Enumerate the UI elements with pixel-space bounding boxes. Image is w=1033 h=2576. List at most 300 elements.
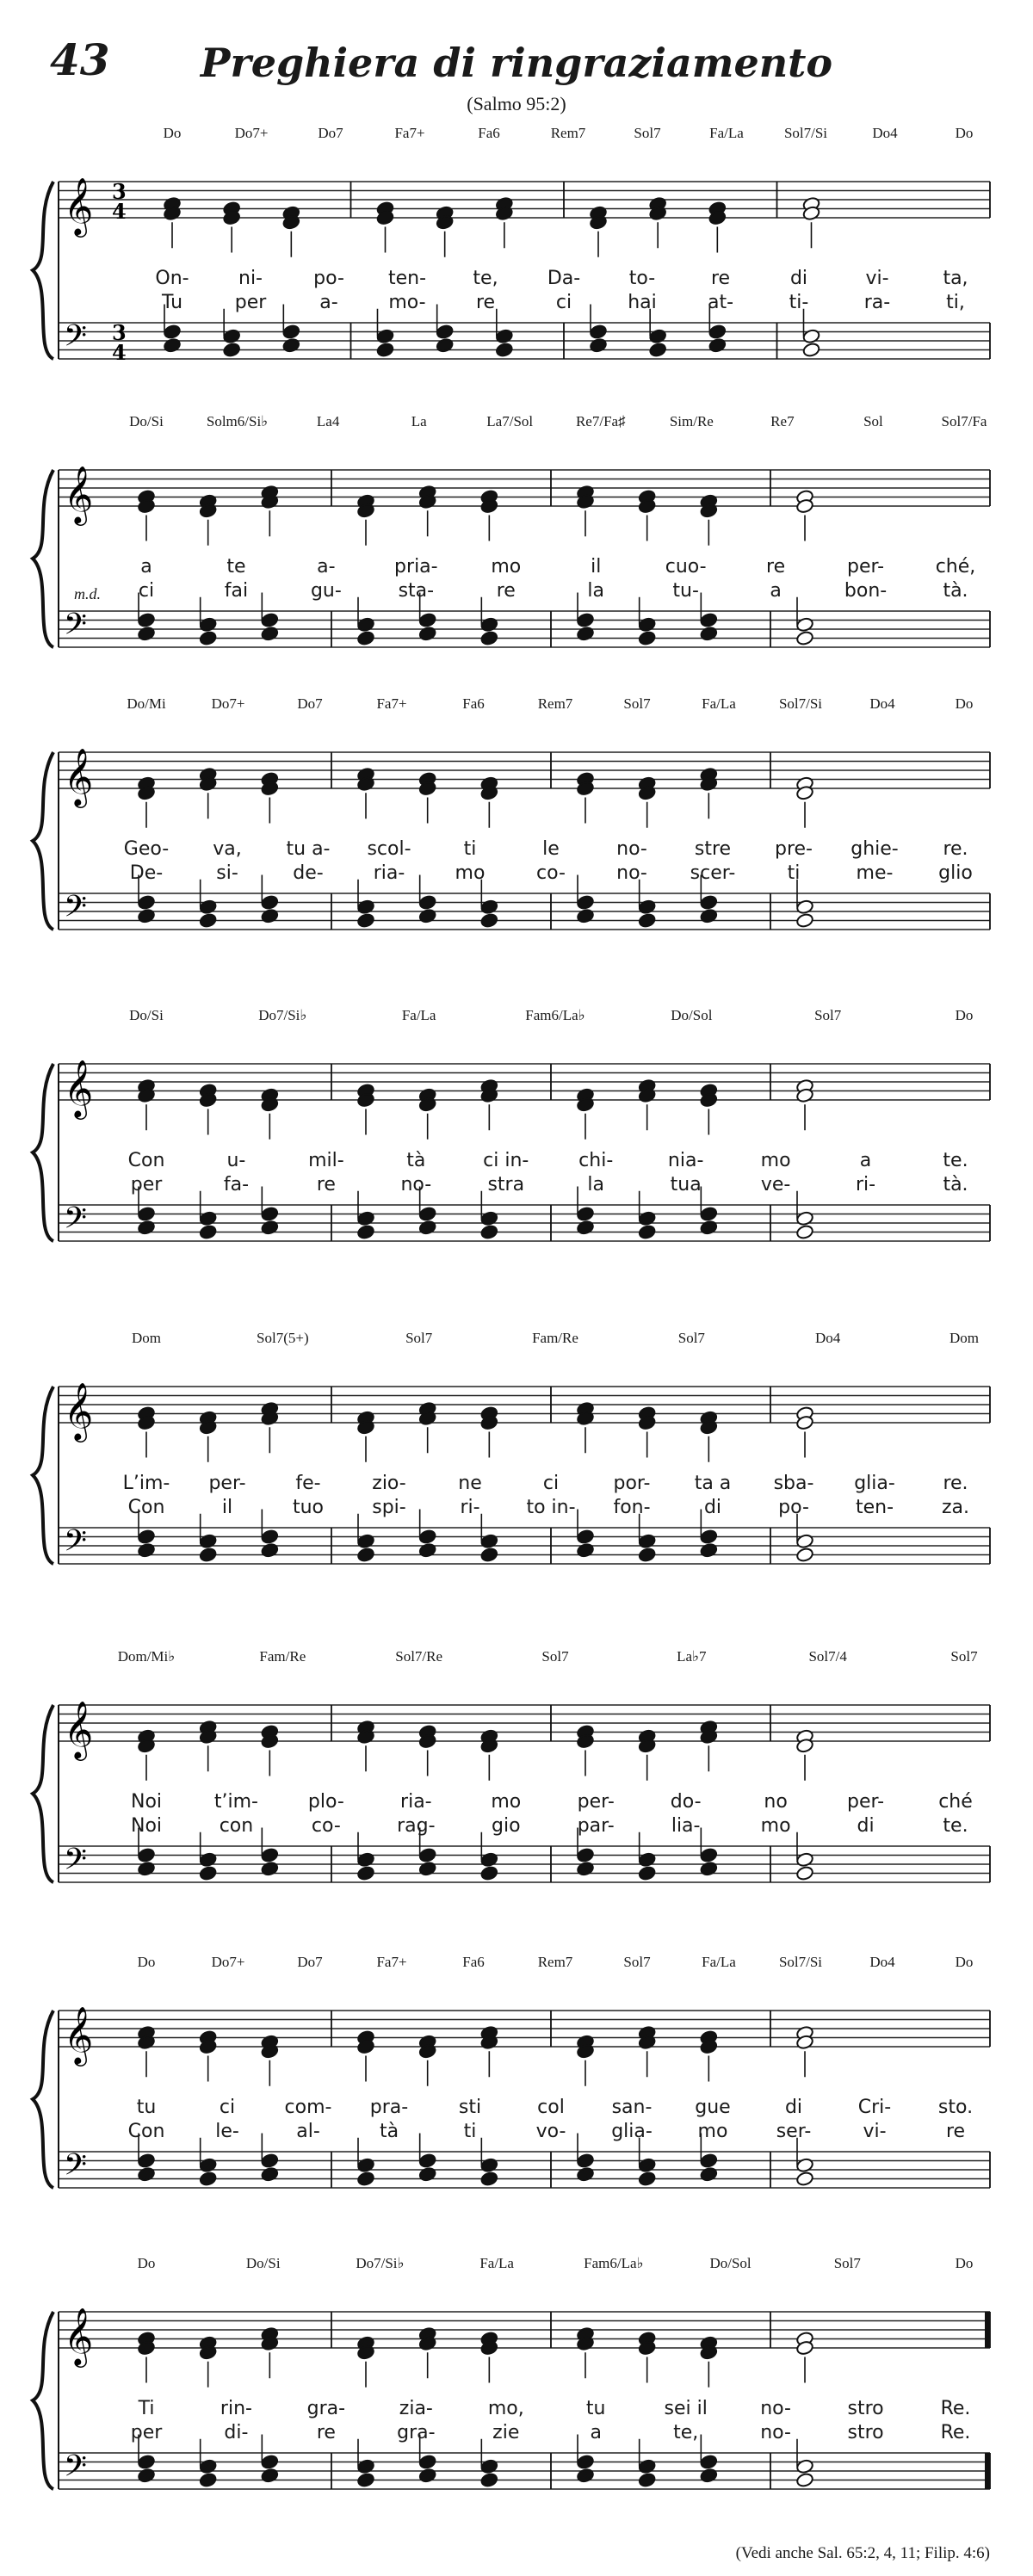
lyric-syllable: Re.	[940, 2422, 971, 2443]
bass-note	[700, 2468, 718, 2483]
chord-symbols	[0, 1330, 1033, 1352]
lyric-syllable: scer-	[690, 862, 736, 884]
music-system	[0, 413, 1033, 697]
chord-symbol: Sol	[863, 413, 883, 429]
bass-note	[795, 1534, 813, 1549]
bass-note	[222, 342, 240, 357]
chord-symbol: Do7/Si♭	[258, 1007, 307, 1023]
lyric-syllable: ci in-	[483, 1150, 529, 1171]
lyric-syllable: rag-	[397, 1815, 436, 1837]
chord-symbol: Fa7+	[394, 125, 425, 141]
lyric-syllable: Geo-	[123, 838, 170, 860]
chord-symbol: Do/Si	[245, 2255, 281, 2271]
lyrics-verse-2	[0, 1174, 1033, 1196]
lyric-syllable: fe-	[295, 1473, 321, 1494]
lyric-syllable: ci	[138, 580, 155, 602]
bass-note	[700, 1220, 718, 1235]
chord-symbol: Sol7	[950, 1648, 978, 1665]
chord-symbols	[0, 695, 1033, 718]
bass-clef-icon: 𝄢	[64, 1841, 88, 1884]
bass-note	[576, 1847, 594, 1863]
bass-note	[795, 899, 813, 915]
bass-note	[356, 1852, 374, 1868]
bass-note	[802, 329, 820, 344]
lyrics-verse-1	[0, 268, 1033, 290]
bass-note	[418, 894, 436, 910]
lyrics-verse-2	[0, 2422, 1033, 2444]
bass-note	[199, 2459, 217, 2474]
bass-note	[700, 1529, 718, 1544]
bass-clef-icon: 𝄢	[64, 318, 88, 361]
final-barline	[985, 2453, 990, 2489]
bass-note	[418, 2454, 436, 2469]
bass-note	[708, 324, 727, 339]
lyric-syllable: gio	[491, 1815, 521, 1837]
time-signature-top: 3	[112, 179, 127, 204]
lyric-syllable: zia-	[399, 2398, 433, 2419]
bass-note	[261, 1206, 279, 1221]
bass-note	[199, 630, 217, 646]
bass-note	[802, 342, 820, 357]
lyric-syllable: ghie-	[851, 838, 899, 860]
lyric-syllable: nia-	[667, 1150, 704, 1171]
time-signature-top: 3	[112, 320, 127, 345]
bass-note	[576, 2166, 594, 2182]
lyric-syllable: re	[710, 268, 731, 289]
lyric-syllable: di	[784, 2097, 803, 2118]
time-signature-bottom: 4	[112, 340, 127, 365]
lyric-syllable: Re.	[940, 2398, 971, 2419]
bass-note	[480, 2459, 498, 2474]
bass-note	[199, 1865, 217, 1881]
lyric-syllable: te.	[943, 1150, 968, 1171]
lyric-syllable: la	[587, 1174, 605, 1195]
bass-note	[700, 908, 718, 924]
bass-note	[576, 908, 594, 924]
chord-symbol: Sim/Re	[669, 413, 714, 429]
lyric-syllable: a-	[319, 292, 338, 313]
bass-note	[576, 2153, 594, 2168]
lyric-syllable: a	[859, 1150, 872, 1171]
chord-symbol: Do4	[815, 1330, 841, 1346]
lyrics-verse-1	[0, 1791, 1033, 1813]
bass-note	[137, 1529, 155, 1544]
bass-note	[638, 1547, 656, 1562]
lyric-syllable: no-	[400, 1174, 432, 1195]
chord-symbol: Do	[955, 1007, 974, 1023]
lyric-syllable: plo-	[307, 1791, 344, 1813]
lyric-syllable: no	[764, 1791, 788, 1813]
lyric-syllable: tà	[406, 1150, 426, 1171]
chord-symbol: Re7/Fa♯	[575, 413, 626, 429]
bass-note	[576, 2454, 594, 2469]
bass-note	[261, 894, 279, 910]
bass-note	[137, 2153, 155, 2168]
chord-symbol: Do4	[869, 695, 895, 712]
bass-note	[638, 1211, 656, 1226]
bass-clef-icon: 𝄢	[64, 1200, 88, 1243]
bass-note	[795, 2158, 813, 2173]
lyric-syllable: mo-	[388, 292, 426, 313]
bass-note	[638, 899, 656, 915]
lyric-syllable: re	[316, 1174, 336, 1195]
music-system	[0, 125, 1033, 409]
lyric-syllable: no-	[760, 2398, 791, 2419]
bass-note	[495, 329, 513, 344]
bass-note	[480, 2472, 498, 2487]
lyric-syllable: sei il	[664, 2398, 708, 2419]
lyric-syllable: Noi	[130, 1815, 163, 1837]
lyric-syllable: ser-	[776, 2121, 812, 2142]
bass-note	[137, 2468, 155, 2483]
chord-symbol: Do7/Si♭	[356, 2255, 405, 2271]
lyric-syllable: Con	[127, 1497, 165, 1518]
bass-note	[795, 2472, 813, 2487]
lyric-syllable: re.	[943, 1473, 968, 1494]
bass-note	[261, 2468, 279, 2483]
bass-note	[480, 2158, 498, 2173]
lyrics-verse-1	[0, 1473, 1033, 1495]
bass-note	[261, 2166, 279, 2182]
bass-note	[576, 612, 594, 627]
bass-note	[199, 1211, 217, 1226]
lyric-syllable: ria-	[373, 862, 405, 884]
chord-symbol: Do/Si	[129, 1007, 164, 1023]
lyric-syllable: pra-	[369, 2097, 409, 2118]
lyric-syllable: per	[234, 292, 267, 313]
treble-clef-icon: 𝄞	[64, 2005, 94, 2064]
chord-symbol: La	[411, 413, 427, 429]
chord-symbol: Do/Sol	[709, 2255, 752, 2271]
bass-note	[282, 337, 300, 353]
chord-symbol: Fa/La	[702, 1954, 736, 1970]
chord-symbol: Dom	[132, 1330, 161, 1346]
chord-symbols	[0, 125, 1033, 147]
bass-note	[356, 2459, 374, 2474]
lyric-syllable: re	[945, 2121, 966, 2142]
lyric-syllable: sti	[458, 2097, 482, 2118]
music-system	[0, 1330, 1033, 1614]
lyric-syllable: tà	[379, 2121, 399, 2142]
bass-note	[495, 342, 513, 357]
bass-note	[137, 1861, 155, 1876]
lyric-syllable: ti	[463, 838, 477, 860]
lyric-syllable: scol-	[367, 838, 411, 860]
bass-clef-icon: 𝄢	[64, 888, 88, 931]
lyric-syllable: vi-	[863, 2121, 887, 2142]
lyric-syllable: to in-	[526, 1497, 576, 1518]
music-system	[0, 1954, 1033, 2238]
lyric-syllable: lia-	[671, 1815, 701, 1837]
lyric-syllable: ci	[542, 1473, 560, 1494]
bass-note	[199, 912, 217, 928]
lyric-syllable: di	[789, 268, 808, 289]
lyric-syllable: t’im-	[213, 1791, 258, 1813]
hymn-title: Preghiera di ringraziamento	[200, 40, 833, 86]
lyric-syllable: per	[130, 2422, 163, 2443]
chord-symbol: Do7+	[211, 1954, 245, 1970]
lyric-syllable: mo	[760, 1150, 791, 1171]
bass-note	[376, 329, 394, 344]
bass-note	[137, 626, 155, 641]
bass-note	[480, 1865, 498, 1881]
lyrics-verse-2	[0, 1815, 1033, 1838]
bass-note	[700, 2454, 718, 2469]
lyric-syllable: tu	[136, 2097, 157, 2118]
chord-symbol: Rem7	[537, 1954, 573, 1970]
lyric-syllable: re	[766, 556, 786, 578]
bass-note	[261, 908, 279, 924]
bass-note	[638, 1224, 656, 1239]
bass-note	[418, 2153, 436, 2168]
chord-symbol: Do/Si	[129, 413, 164, 429]
bass-note	[648, 329, 666, 344]
chord-symbol: La♭7	[677, 1648, 707, 1665]
lyric-syllable: Noi	[130, 1791, 163, 1813]
lyric-syllable: com-	[284, 2097, 332, 2118]
bass-note	[418, 908, 436, 924]
bass-note	[418, 626, 436, 641]
lyric-syllable: mil-	[308, 1150, 344, 1171]
bass-note	[261, 612, 279, 627]
bass-note	[480, 617, 498, 633]
chord-symbol: Dom/Mi♭	[117, 1648, 176, 1665]
chord-symbol: Do4	[869, 1954, 895, 1970]
lyric-syllable: por-	[613, 1473, 651, 1494]
bass-note	[638, 1534, 656, 1549]
chord-symbol: Do	[955, 125, 974, 141]
lyric-syllable: col	[537, 2097, 565, 2118]
chord-symbol: Sol7/Fa	[941, 413, 987, 429]
chord-symbol: Sol7	[405, 1330, 433, 1346]
chord-symbol: Re7	[770, 413, 795, 429]
music-system	[0, 2255, 1033, 2539]
chord-symbol: Fa/La	[479, 2255, 514, 2271]
chord-symbol: La7/Sol	[486, 413, 534, 429]
lyric-syllable: a	[590, 2422, 602, 2443]
lyrics-verse-2	[0, 2121, 1033, 2143]
bass-note	[638, 2158, 656, 2173]
chord-symbol: Sol7/Si	[778, 695, 823, 712]
chord-symbol: Do7	[297, 695, 323, 712]
lyric-syllable: fon-	[613, 1497, 651, 1518]
chord-symbol: Do	[163, 125, 182, 141]
staff-system	[0, 413, 1033, 697]
lyric-syllable: ta,	[943, 268, 968, 289]
lyric-syllable: per-	[847, 556, 885, 578]
bass-note	[261, 1861, 279, 1876]
lyric-syllable: mo	[491, 556, 522, 578]
lyrics-verse-2	[0, 1497, 1033, 1519]
bass-note	[638, 2472, 656, 2487]
bass-note	[356, 1211, 374, 1226]
lyric-syllable: Da-	[547, 268, 581, 289]
bass-note	[480, 1852, 498, 1868]
lyric-syllable: stra	[487, 1174, 525, 1195]
music-system	[0, 1007, 1033, 1291]
bass-note	[795, 617, 813, 633]
lyrics-verse-1	[0, 556, 1033, 578]
bass-note	[638, 1852, 656, 1868]
lyric-syllable: Con	[127, 1150, 165, 1171]
lyric-syllable: con	[219, 1815, 254, 1837]
bass-note	[576, 1542, 594, 1558]
lyric-syllable: te	[226, 556, 246, 578]
lyric-syllable: si-	[216, 862, 238, 884]
bass-note	[137, 1206, 155, 1221]
chord-symbol: Fa/La	[709, 125, 744, 141]
bass-note	[576, 2468, 594, 2483]
bass-note	[418, 612, 436, 627]
lyric-syllable: mo,	[487, 2398, 524, 2419]
bass-note	[576, 626, 594, 641]
lyric-syllable: par-	[577, 1815, 615, 1837]
lyric-syllable: On-	[155, 268, 189, 289]
chord-symbol: Fa/La	[702, 695, 736, 712]
lyric-syllable: ti,	[946, 292, 965, 313]
bass-note	[199, 2171, 217, 2186]
bass-note	[480, 1224, 498, 1239]
bass-note	[638, 617, 656, 633]
lyric-syllable: fai	[224, 580, 249, 602]
bass-note	[199, 617, 217, 633]
lyric-syllable: le	[542, 838, 560, 860]
bass-note	[418, 2166, 436, 2182]
bass-note	[638, 912, 656, 928]
chord-symbol: Do	[137, 1954, 156, 1970]
lyric-syllable: te,	[673, 2422, 699, 2443]
chord-symbol: Fa6	[462, 1954, 485, 1970]
chord-symbol: Do	[955, 2255, 974, 2271]
bass-note	[356, 2472, 374, 2487]
lyric-syllable: mo	[697, 2121, 728, 2142]
time-signature-bottom: 4	[112, 199, 127, 224]
bass-clef-icon: 𝄢	[64, 2147, 88, 2190]
bass-note	[137, 612, 155, 627]
bass-note	[700, 894, 718, 910]
lyric-syllable: le-	[215, 2121, 239, 2142]
bass-note	[163, 337, 181, 353]
bass-note	[418, 1206, 436, 1221]
lyric-syllable: me-	[856, 862, 894, 884]
lyric-syllable: te,	[473, 268, 498, 289]
lyric-syllable: at-	[707, 292, 734, 313]
bass-note	[261, 626, 279, 641]
lyric-syllable: al-	[296, 2121, 320, 2142]
chord-symbol: Rem7	[537, 695, 573, 712]
lyric-syllable: ri-	[460, 1497, 480, 1518]
bass-note	[356, 2158, 374, 2173]
hymn-number: 43	[50, 34, 110, 85]
lyric-syllable: u-	[226, 1150, 246, 1171]
bass-note	[795, 912, 813, 928]
lyric-syllable: sto.	[937, 2097, 974, 2118]
bass-note	[638, 2459, 656, 2474]
lyric-syllable: di	[857, 1815, 875, 1837]
lyric-syllable: za.	[941, 1497, 970, 1518]
lyric-syllable: Con	[127, 2121, 165, 2142]
bass-note	[480, 630, 498, 646]
bass-note	[700, 1206, 718, 1221]
chord-symbol: Do7+	[234, 125, 269, 141]
lyric-syllable: tu-	[672, 580, 699, 602]
bass-note	[418, 1220, 436, 1235]
bass-note	[261, 1542, 279, 1558]
bass-note	[648, 342, 666, 357]
lyric-syllable: no-	[616, 838, 647, 860]
chord-symbol: Sol7(5+)	[257, 1330, 309, 1346]
chord-symbol: Sol7	[623, 1954, 651, 1970]
lyric-syllable: pria-	[394, 556, 438, 578]
bass-note	[222, 329, 240, 344]
bass-note	[356, 899, 374, 915]
bass-note	[163, 324, 181, 339]
bass-note	[137, 1847, 155, 1863]
bass-note	[418, 1861, 436, 1876]
bass-note	[261, 2454, 279, 2469]
bass-note	[261, 1529, 279, 1544]
chord-symbol: Solm6/Si♭	[206, 413, 269, 429]
lyric-syllable: stro	[847, 2398, 884, 2419]
lyric-syllable: re	[316, 2422, 336, 2443]
chord-symbol: Rem7	[550, 125, 586, 141]
bass-note	[356, 1224, 374, 1239]
bass-note	[199, 1534, 217, 1549]
lyric-syllable: rin-	[220, 2398, 252, 2419]
lyric-syllable: ti	[787, 862, 801, 884]
staff-system	[0, 1954, 1033, 2238]
lyric-syllable: mo	[491, 1791, 522, 1813]
lyric-syllable: per-	[208, 1473, 246, 1494]
bass-note	[418, 2468, 436, 2483]
lyric-syllable: san-	[611, 2097, 653, 2118]
lyric-syllable: tu	[585, 2398, 606, 2419]
bass-note	[356, 1865, 374, 1881]
bass-note	[480, 1211, 498, 1226]
bass-note	[137, 894, 155, 910]
lyric-syllable: ché,	[935, 556, 976, 578]
lyric-syllable: va,	[213, 838, 242, 860]
lyric-syllable: hai	[628, 292, 657, 313]
staff-system	[0, 1648, 1033, 1932]
lyrics-verse-2	[0, 292, 1033, 314]
bass-note	[199, 899, 217, 915]
bass-note	[700, 1861, 718, 1876]
bass-note	[418, 1542, 436, 1558]
chord-symbol: Do7+	[211, 695, 245, 712]
chord-symbol: Do	[137, 2255, 156, 2271]
lyric-syllable: tuo	[292, 1497, 325, 1518]
lyric-syllable: tua	[670, 1174, 702, 1195]
lyric-syllable: tà.	[943, 1174, 968, 1195]
bass-note	[480, 2171, 498, 2186]
bass-note	[356, 912, 374, 928]
lyric-syllable: De-	[129, 862, 164, 884]
lyric-syllable: co-	[311, 1815, 341, 1837]
bass-note	[638, 2171, 656, 2186]
chord-symbol: Fam6/La♭	[525, 1007, 585, 1023]
bass-clef-icon: 𝄢	[64, 606, 88, 649]
bass-note	[576, 1220, 594, 1235]
chord-symbol: Fa6	[462, 695, 485, 712]
treble-clef-icon: 𝄞	[64, 2307, 94, 2365]
lyric-syllable: il	[221, 1497, 233, 1518]
bass-note	[356, 2171, 374, 2186]
bass-note	[795, 1865, 813, 1881]
lyric-syllable: ti-	[789, 292, 809, 313]
staff-system	[0, 125, 1033, 409]
bass-note	[261, 1220, 279, 1235]
